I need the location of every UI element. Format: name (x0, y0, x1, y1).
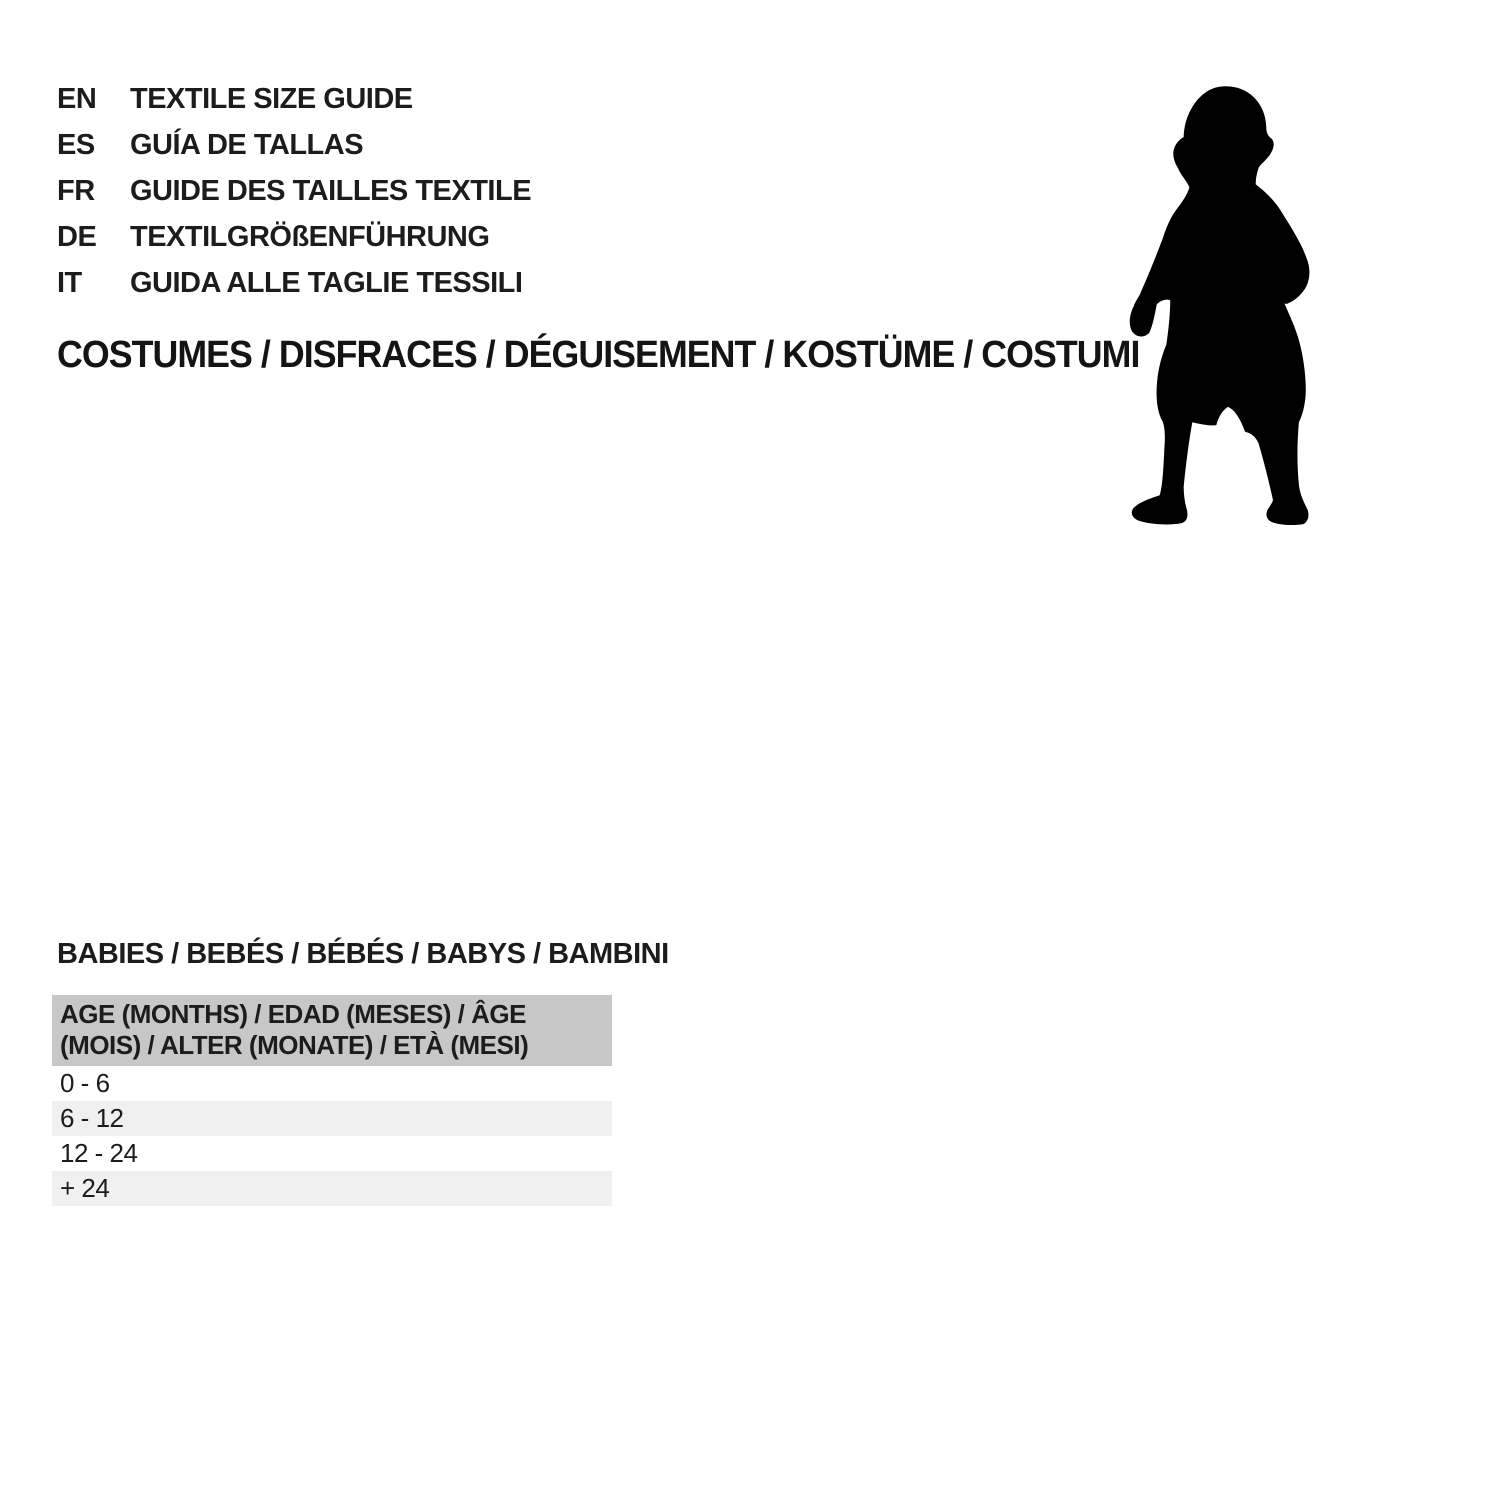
language-code: FR (57, 174, 95, 207)
language-item-it (57, 260, 531, 306)
language-label: TEXTILE SIZE GUIDE (130, 82, 413, 115)
age-table-header: AGE (MONTHS) / EDAD (MESES) / ÂGE (MOIS) / ALTER (MONATE) / ETÀ (MESI) (52, 995, 612, 1066)
language-label: GUÍA DE TALLAS (130, 128, 364, 161)
babies-section-title: BABIES / BEBÉS / BÉBÉS / BABYS / BAMBINI (57, 938, 669, 970)
language-item-de (57, 214, 531, 260)
age-table-row: 6 - 12 (52, 1101, 612, 1136)
category-title: COSTUMES / DISFRACES / DÉGUISEMENT / KOSTÜME / COSTUMI (57, 334, 1140, 376)
age-table-row: 0 - 6 (52, 1066, 612, 1101)
age-table-row: + 24 (52, 1171, 612, 1206)
baby-silhouette-icon (1128, 78, 1320, 540)
language-guide-list (57, 76, 531, 306)
language-item-es (57, 122, 531, 168)
language-code: IT (57, 266, 82, 299)
language-item-en (57, 76, 531, 122)
language-item-fr (57, 168, 531, 214)
age-table (52, 995, 612, 1206)
language-code: ES (57, 128, 95, 161)
age-table-row: 12 - 24 (52, 1136, 612, 1171)
language-code: DE (57, 220, 97, 253)
language-label: GUIDE DES TAILLES TEXTILE (130, 174, 532, 207)
language-label: GUIDA ALLE TAGLIE TESSILI (130, 266, 523, 299)
language-code: EN (57, 82, 97, 115)
language-label: TEXTILGRÖßENFÜHRUNG (130, 220, 490, 253)
